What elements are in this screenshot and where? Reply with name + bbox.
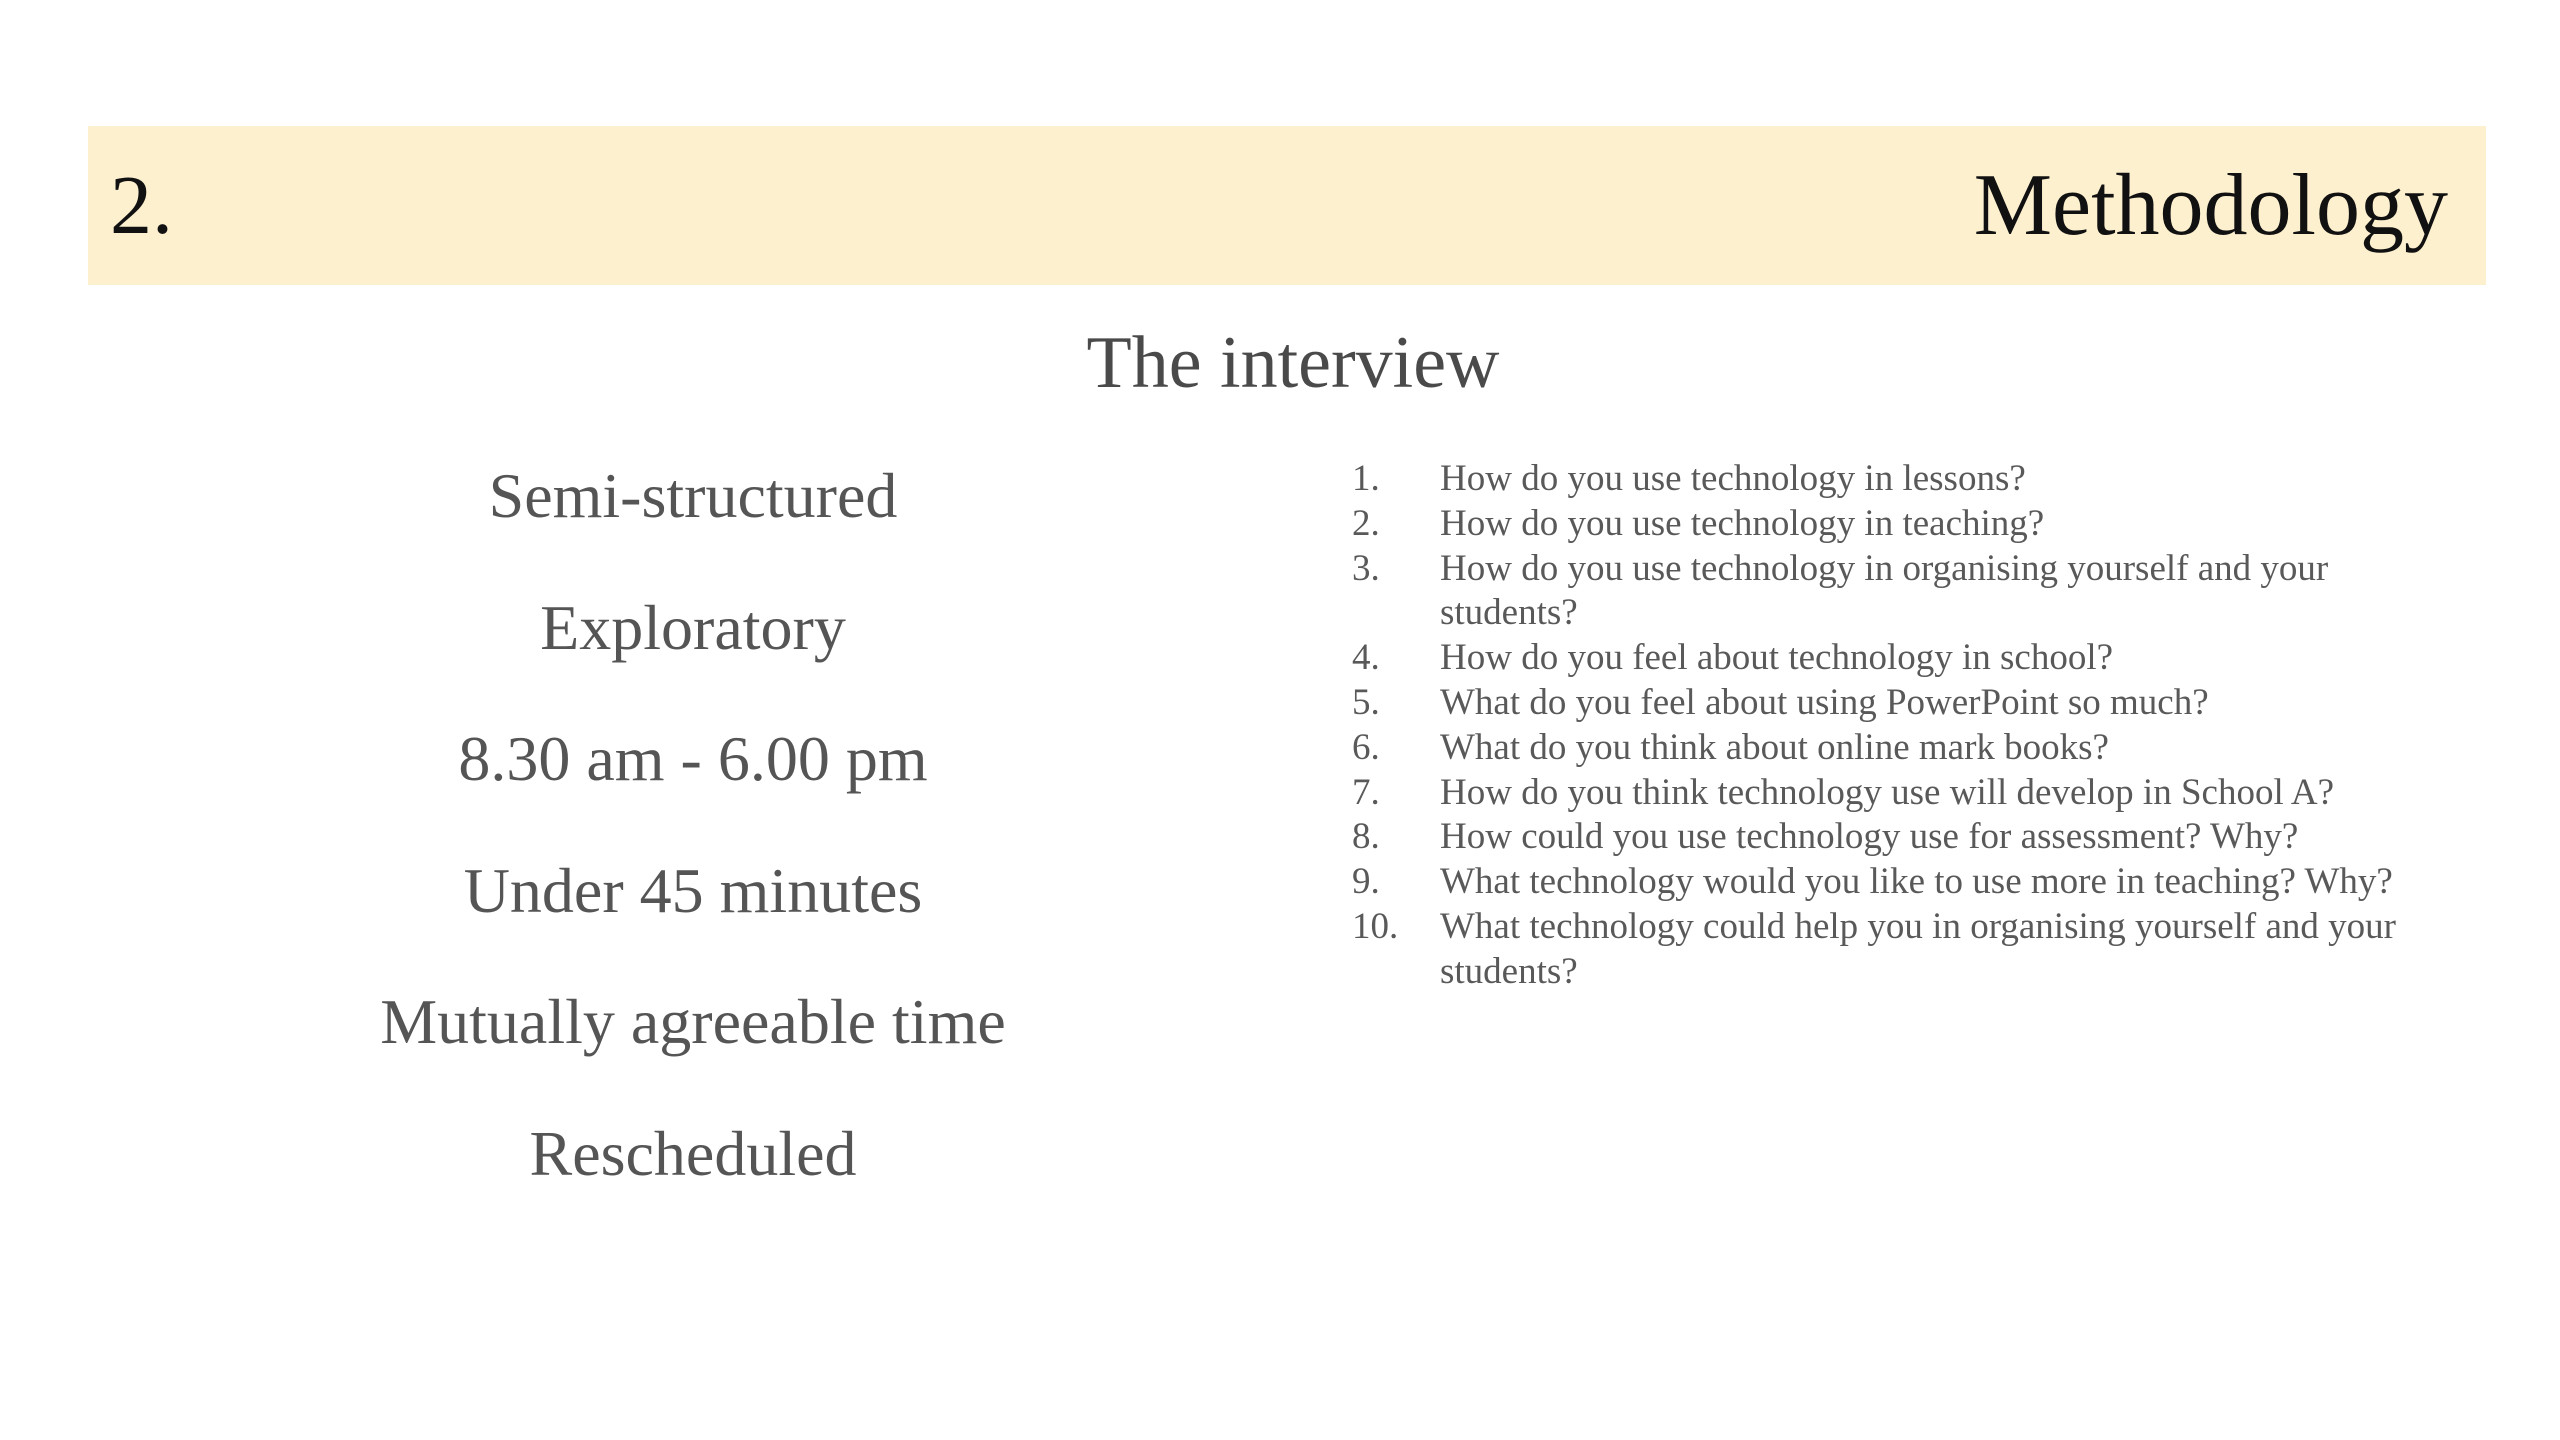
slide-subtitle: The interview (1086, 322, 1500, 404)
question-text: How do you use technology in lessons? (1440, 458, 2026, 499)
feature-item: 8.30 am - 6.00 pm (458, 723, 928, 794)
question-item (1352, 681, 2462, 726)
question-item (1352, 771, 2462, 816)
interview-features-list (270, 446, 1116, 1235)
feature-item: Mutually agreeable time (380, 986, 1006, 1057)
section-number: 2. (110, 159, 173, 252)
feature-item: Exploratory (540, 591, 846, 663)
question-number: 3. (1352, 547, 1380, 589)
question-number: 1. (1352, 458, 1380, 499)
feature-item: Rescheduled (529, 1117, 857, 1189)
question-text: What do you feel about using PowerPoint so much? (1440, 681, 2209, 723)
question-text: How do you think technology use will develop in School A? (1440, 771, 2335, 813)
question-number: 8. (1352, 816, 1380, 858)
page-title: Methodology (1973, 157, 2448, 254)
question-item (1352, 547, 2462, 637)
question-text: How could you use technology use for assessment? Why? (1440, 816, 2299, 858)
question-item (1352, 905, 2462, 995)
question-number: 2. (1352, 502, 1380, 544)
question-text: How do you use technology in teaching? (1440, 502, 2045, 544)
question-number: 5. (1352, 681, 1380, 723)
question-number: 9. (1352, 861, 1380, 903)
question-text: What technology could help you in organising yourself and your students? (1440, 905, 2396, 992)
question-item (1352, 502, 2462, 547)
feature-item: Semi-structured (488, 460, 898, 531)
question-text: How do you use technology in organising yourself and your students? (1440, 547, 2329, 634)
question-item (1352, 726, 2462, 771)
feature-item: Under 45 minutes (463, 854, 923, 926)
question-number: 4. (1352, 637, 1380, 679)
question-item (1352, 815, 2462, 860)
interview-questions-list (1352, 457, 2462, 995)
question-text: What technology would you like to use more in teaching? Why? (1440, 861, 2393, 903)
question-number: 10. (1352, 905, 1399, 947)
title-banner (88, 126, 2486, 285)
question-number: 6. (1352, 726, 1380, 768)
question-item (1352, 457, 2462, 502)
question-text: What do you think about online mark books? (1440, 726, 2109, 768)
question-number: 7. (1352, 771, 1380, 813)
question-item (1352, 860, 2462, 905)
question-text: How do you feel about technology in school? (1440, 637, 2114, 679)
question-item (1352, 636, 2462, 681)
